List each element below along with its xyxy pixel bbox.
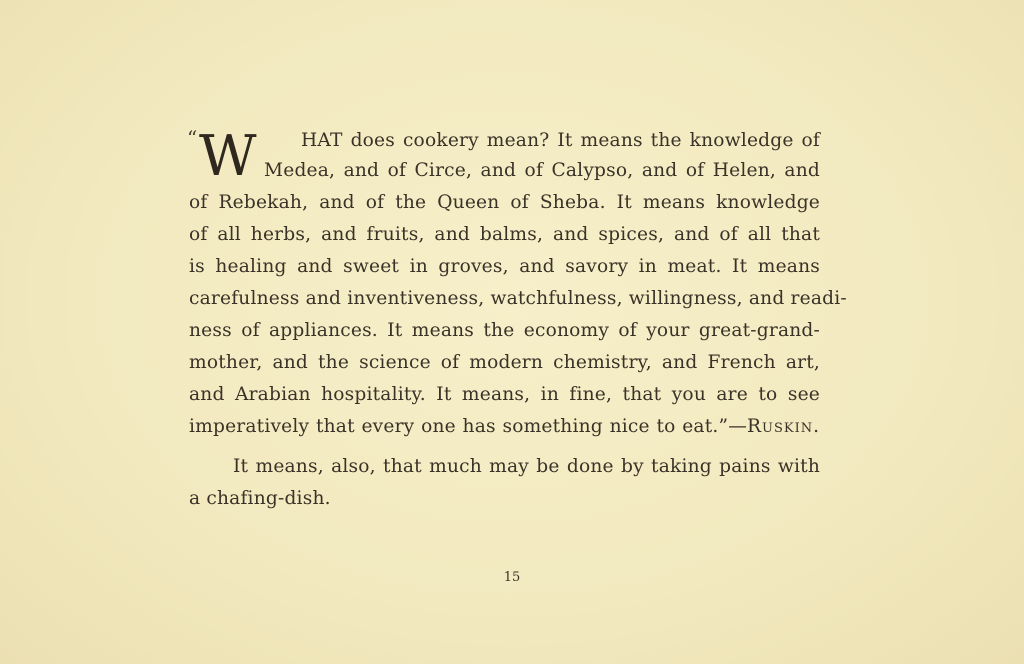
quote-line-9: and Arabian hospitality. It means, in fine, that you are to see <box>189 384 820 405</box>
paragraph-line-1: It means, also, that much may be done by taking pains with <box>233 456 820 477</box>
quote-line-1: HAT does cookery mean? It means the knowledge of <box>301 130 820 151</box>
quote-line-5: is healing and sweet in groves, and savory in meat. It means <box>189 256 820 277</box>
page-number: 15 <box>503 570 521 585</box>
quote-line-3: of Rebekah, and of the Queen of Sheba. It means knowledge <box>189 192 820 213</box>
quote-line-2: Medea, and of Circe, and of Calypso, and of Helen, and <box>264 160 820 181</box>
quote-line-6: carefulness and inventiveness, watchfulness, willingness, and readi- <box>189 288 847 309</box>
quote-author: Ruskin. <box>747 416 820 437</box>
quote-line-7: ness of appliances. It means the economy of your great-grand- <box>189 320 820 341</box>
quote-final-text: imperatively that every one has something nice to eat.”— <box>189 416 747 437</box>
drop-cap-letter: W <box>199 124 257 189</box>
quote-line-4: of all herbs, and fruits, and balms, and spices, and of all that <box>189 224 820 245</box>
opening-quote-mark: “ <box>187 126 198 150</box>
paragraph-line-2: a chafing-dish. <box>189 488 331 509</box>
quote-line-8: mother, and the science of modern chemistry, and French art, <box>189 352 820 373</box>
quote-line-10 <box>189 412 820 442</box>
